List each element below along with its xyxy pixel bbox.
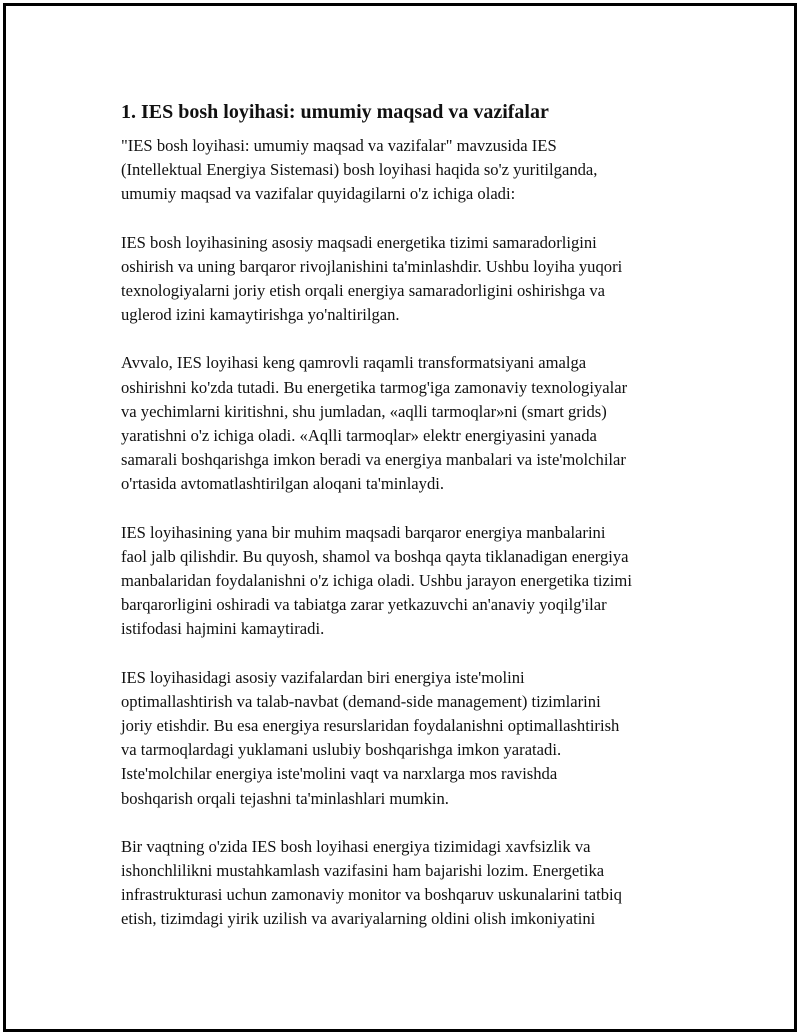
text-line: joriy etishdir. Bu esa energiya resurslaridan foydalanishni optimallashtirish — [121, 716, 620, 736]
paragraph — [121, 231, 706, 328]
text-line: infrastrukturasi uchun zamonaviy monitor va boshqaruv uskunalarini tatbiq — [121, 885, 622, 905]
text-line: manbalaridan foydalanishni o'z ichiga oladi. Ushbu jarayon energetika tizimi — [121, 571, 632, 591]
text-line: uglerod izini kamaytirishga yo'naltirilgan. — [121, 305, 400, 325]
text-line: oshirish va uning barqaror rivojlanishini ta'minlashdir. Ushbu loyiha yuqori — [121, 256, 623, 276]
text-line: (Intellektual Energiya Sistemasi) bosh loyihasi haqida so'z yuritilganda, — [121, 160, 598, 180]
text-line: IES bosh loyihasining asosiy maqsadi energetika tizimi samaradorligini — [121, 232, 597, 252]
text-line: o'rtasida avtomatlashtirilgan aloqani ta'minlaydi. — [121, 474, 445, 494]
text-line: va tarmoqlardagi yuklamani uslubiy boshqarishga imkon yaratadi. — [121, 740, 562, 760]
text-line: barqarorligini oshiradi va tabiatga zarar yetkazuvchi an'anaviy yoqilg'ilar — [121, 595, 607, 615]
text-line: optimallashtirish va talab-navbat (demand-side management) tizimlarini — [121, 691, 601, 711]
text-line: boshqarish orqali tejashni ta'minlashlari mumkin. — [121, 788, 449, 808]
paragraph — [121, 351, 706, 496]
paragraph — [121, 666, 706, 811]
paragraph — [121, 521, 706, 642]
paragraph — [121, 835, 706, 932]
text-line: istifodasi hajmini kamaytiradi. — [121, 619, 325, 639]
page-frame — [3, 3, 797, 1032]
text-line: IES loyihasidagi asosiy vazifalardan biri energiya iste'molini — [121, 667, 525, 687]
paragraph-list — [121, 134, 706, 932]
text-line: Avvalo, IES loyihasi keng qamrovli raqamli transformatsiyani amalga — [121, 353, 587, 373]
section-heading: 1. IES bosh loyihasi: umumiy maqsad va vazifalar — [121, 101, 549, 123]
document-body — [121, 98, 706, 956]
text-line: Bir vaqtning o'zida IES bosh loyihasi energiya tizimidagi xavfsizlik va — [121, 836, 591, 856]
text-line: umumiy maqsad va vazifalar quyidagilarni o'z ichiga oladi: — [121, 184, 516, 204]
text-line: IES loyihasining yana bir muhim maqsadi barqaror energiya manbalarini — [121, 522, 606, 542]
text-line: oshirishni ko'zda tutadi. Bu energetika tarmog'iga zamonaviy texnologiyalar — [121, 377, 628, 397]
text-line: etish, tizimdagi yirik uzilish va avariyalarning oldini olish imkoniyatini — [121, 909, 596, 929]
text-line: faol jalb qilishdir. Bu quyosh, shamol va boshqa qayta tiklanadigan energiya — [121, 546, 629, 566]
paragraph — [121, 134, 706, 207]
text-line: texnologiyalarni joriy etish orqali energiya samaradorligini oshirishga va — [121, 281, 606, 301]
text-line: va yechimlarni kiritishni, shu jumladan, «aqlli tarmoqlar»ni (smart grids) — [121, 401, 607, 421]
text-line: yaratishni o'z ichiga oladi. «Aqlli tarmoqlar» elektr energiyasini yanada — [121, 426, 597, 446]
text-line: "IES bosh loyihasi: umumiy maqsad va vazifalar" mavzusida IES — [121, 136, 557, 155]
text-line: ishonchlilikni mustahkamlash vazifasini ham bajarishi lozim. Energetika — [121, 861, 605, 881]
text-line: Iste'molchilar energiya iste'molini vaqt va narxlarga mos ravishda — [121, 764, 558, 784]
text-line: samarali boshqarishga imkon beradi va energiya manbalari va iste'molchilar — [121, 450, 626, 470]
